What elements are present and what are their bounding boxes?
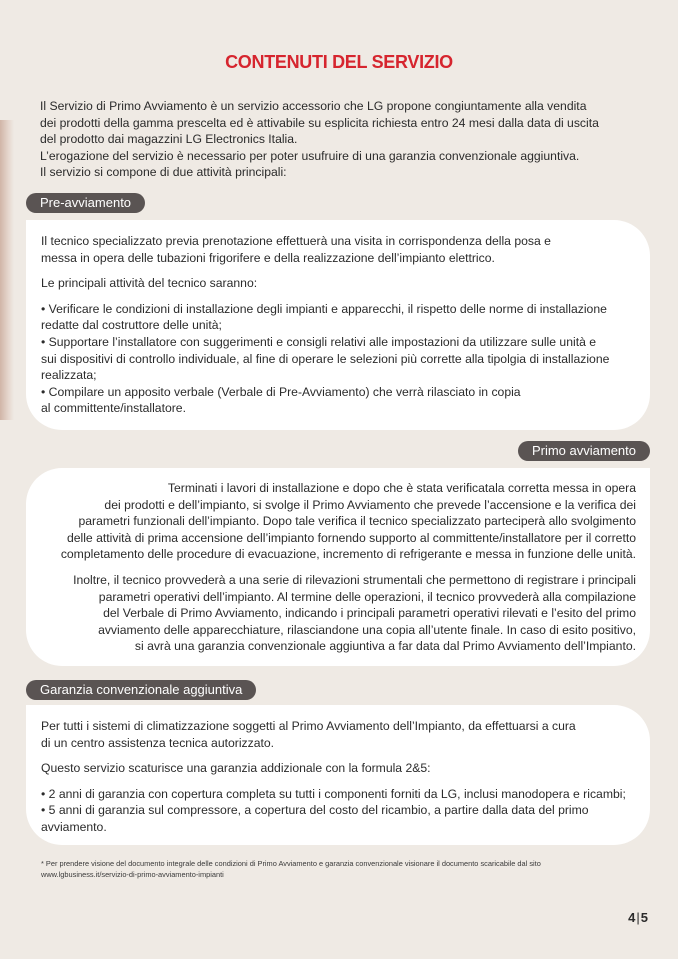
bullet-line: • Verificare le condizioni di installazione degli impianti e apparecchi, il rispetto delle norme di installazione — [41, 301, 607, 316]
card-line: Questo servizio scaturisce una garanzia addizionale con la formula 2&5: — [41, 761, 431, 776]
intro-text — [40, 98, 640, 181]
page-separator: | — [636, 910, 640, 925]
intro-line: del prodotto dai magazzini LG Electronics Italia. — [40, 132, 298, 147]
footnote-url: www.lgbusiness.it/servizio-di-primo-avviamento-impianti — [41, 870, 224, 879]
footnote — [41, 858, 641, 880]
bullet-line: redatte dal costruttore delle unità; — [41, 318, 222, 333]
card-line: parametri funzionali dell’impianto. Dopo tale verifica il tecnico specializzato parteciperà allo svolgimento — [78, 514, 636, 529]
intro-line: Il Servizio di Primo Avviamento è un servizio accessorio che LG propone congiuntamente alla vendita — [40, 99, 587, 113]
bullet-line: • Compilare un apposito verbale (Verbale di Pre-Avviamento) che verrà rilasciato in copia — [41, 384, 521, 399]
bullet-line: • Supportare l’installatore con suggerimenti e consigli relativi alle impostazioni da utilizzare sulle unità e — [41, 334, 597, 349]
card-line: di un centro assistenza tecnica autorizzato. — [41, 735, 275, 750]
bullet-line: realizzata; — [41, 368, 97, 383]
card-line: messa in opera delle tubazioni frigorifere e della realizzazione dell’impianto elettrico. — [41, 250, 495, 265]
pre-avviamento-card — [26, 220, 650, 430]
card-line: completamento delle procedure di evacuazione, incremento di refrigerante e messa in funzione delle unità. — [60, 547, 636, 562]
card-line: delle attività di prima accensione dell’impianto fornendo supporto al committente/installatore per il corretto — [66, 530, 636, 545]
card-line: parametri operativi dell’impianto. Al termine delle operazioni, il tecnico provvederà alla compilazione — [98, 589, 636, 604]
primo-avviamento-card — [26, 468, 650, 666]
page-left-number: 4 — [628, 910, 636, 925]
card-line: del Verbale di Primo Avviamento, indicando i principali parametri operativi rilevati e l’esito del primo — [103, 606, 636, 621]
card-line: Inoltre, il tecnico provvederà a una serie di rilevazioni strumentali che permettono di registrare i principali — [73, 572, 636, 587]
card-line: Il tecnico specializzato previa prenotazione effettuerà una visita in corrispondenza della posa e — [41, 234, 551, 248]
intro-line: L’erogazione del servizio è necessario per poter usufruire di una garanzia convenzionale aggiuntiva. — [40, 148, 580, 163]
garanzia-card — [26, 705, 650, 845]
card-line: avviamento delle apparecchiature, rilasciandone una copia all’utente finale. In caso di esito positivo, — [98, 622, 636, 637]
bullet-line: sui dispositivi di controllo individuale, al fine di operare le selezioni più corrette alla tipolgia di installazione — [41, 351, 610, 366]
card-line: Terminati i lavori di installazione e dopo che è stata verificatala corretta messa in opera — [167, 481, 636, 495]
card-line: Per tutti i sistemi di climatizzazione soggetti al Primo Avviamento dell’Impianto, da effettuarsi a cura — [41, 719, 576, 733]
garanzia-label: Garanzia convenzionale aggiuntiva — [26, 680, 256, 700]
bullet-line: • 2 anni di garanzia con copertura completa su tutti i componenti forniti da LG, inclusi manodopera e ricambi; — [41, 786, 626, 801]
card-line: dei prodotti e dell’impianto, si svolge il Primo Avviamento che prevede l’accensione e la verifica dei — [104, 497, 636, 512]
intro-line: Il servizio si compone di due attività principali: — [40, 165, 287, 180]
card-line: si avrà una garanzia convenzionale aggiuntiva a far data dal Primo Avviamento dell’Impianto. — [134, 639, 636, 654]
page-right-number: 5 — [640, 910, 648, 925]
page-number — [628, 910, 648, 925]
page-title: CONTENUTI DEL SERVIZIO — [225, 52, 453, 72]
card-line: Le principali attività del tecnico saranno: — [41, 276, 258, 291]
footnote-line: * Per prendere visione del documento integrale delle condizioni di Primo Avviamento e garanzia convenzionale visionare il documento scaricabile dal sito — [41, 859, 541, 868]
bullet-line: • 5 anni di garanzia sul compressore, a copertura del costo del ricambio, a partire dalla data del primo avviamento. — [41, 803, 589, 834]
page-edge-shadow — [0, 120, 14, 420]
pre-avviamento-label: Pre-avviamento — [26, 193, 145, 213]
primo-avviamento-label: Primo avviamento — [518, 441, 650, 461]
intro-line: dei prodotti della gamma prescelta ed è attivabile su esplicita richiesta entro 24 mesi dalla data di uscita — [40, 115, 599, 130]
bullet-line: al committente/installatore. — [41, 401, 186, 416]
